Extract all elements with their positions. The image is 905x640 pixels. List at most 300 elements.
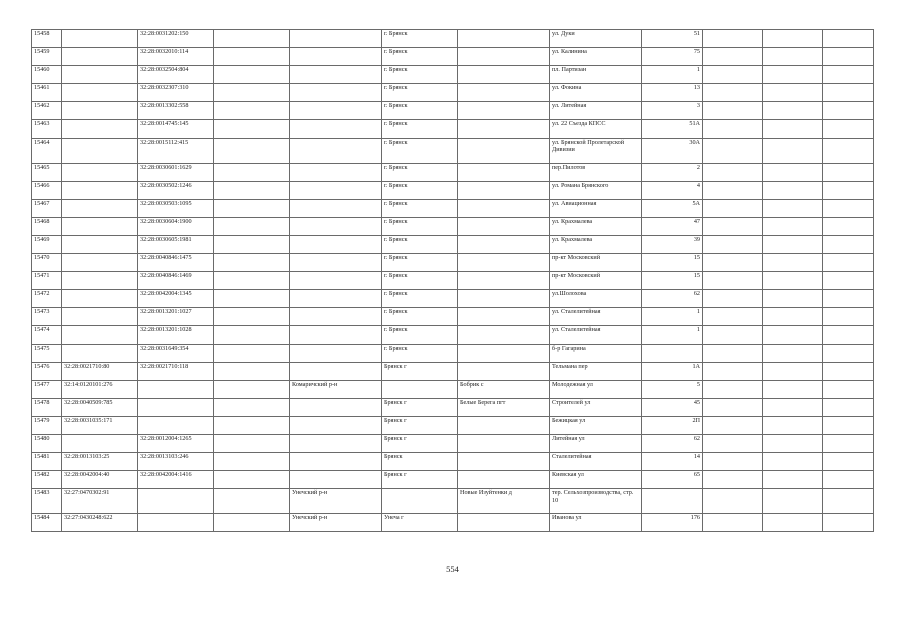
cell-kn: 32:28:0030604:1900 [138, 217, 214, 235]
cell-old-kn [62, 138, 138, 163]
cell-settlement [458, 138, 550, 163]
cell-street: ул. Литейная [550, 102, 642, 120]
cell-empty [823, 181, 874, 199]
cell-empty [763, 217, 823, 235]
table-row [32, 326, 874, 344]
cell-empty [823, 163, 874, 181]
cell-district [290, 434, 382, 452]
cell-empty [703, 163, 763, 181]
cell-id: 15459 [32, 48, 62, 66]
cell-city: Брянск г [382, 416, 458, 434]
cell-kn: 32:28:0030601:1629 [138, 163, 214, 181]
cell-empty [763, 84, 823, 102]
cell-settlement [458, 416, 550, 434]
cell-settlement [458, 453, 550, 471]
cell-street: пер.Пилотов [550, 163, 642, 181]
cell-kn: 32:28:0040846:1475 [138, 254, 214, 272]
cell-district [290, 48, 382, 66]
cell-house: 5 [642, 380, 703, 398]
cell-city: г. Брянск [382, 290, 458, 308]
cell-district [290, 308, 382, 326]
cell-c3 [214, 362, 290, 380]
cell-kn [138, 380, 214, 398]
cell-id: 15475 [32, 344, 62, 362]
cell-old-kn: 32:28:0042004:40 [62, 471, 138, 489]
cell-c3 [214, 380, 290, 398]
table-row [32, 102, 874, 120]
table-row [32, 308, 874, 326]
table-row [32, 181, 874, 199]
cell-empty [703, 344, 763, 362]
cell-kn: 32:28:0015112:415 [138, 138, 214, 163]
cell-id: 15484 [32, 514, 62, 532]
cell-district [290, 163, 382, 181]
table-row [32, 471, 874, 489]
cell-c3 [214, 290, 290, 308]
cell-old-kn [62, 434, 138, 452]
cell-house: 47 [642, 217, 703, 235]
cell-settlement [458, 217, 550, 235]
cell-id: 15467 [32, 199, 62, 217]
cell-house: 1 [642, 308, 703, 326]
cell-kn: 32:28:0042004:1345 [138, 290, 214, 308]
cell-id: 15462 [32, 102, 62, 120]
cell-street: Молодежная ул [550, 380, 642, 398]
cell-old-kn [62, 344, 138, 362]
cell-c3 [214, 48, 290, 66]
cell-street: ул. 22 Съезда КПСС [550, 120, 642, 138]
cell-empty [823, 398, 874, 416]
cell-street: Сталелитейная [550, 453, 642, 471]
cell-old-kn [62, 163, 138, 181]
cell-old-kn [62, 254, 138, 272]
table-row [32, 120, 874, 138]
table-row [32, 416, 874, 434]
cell-c3 [214, 272, 290, 290]
cell-city: г. Брянск [382, 30, 458, 48]
cell-house: 75 [642, 48, 703, 66]
cell-city: г. Брянск [382, 120, 458, 138]
cell-empty [823, 217, 874, 235]
cell-house: 15 [642, 272, 703, 290]
cell-settlement: Новые Изуйтенки д [458, 489, 550, 514]
cell-settlement [458, 120, 550, 138]
cell-empty [703, 102, 763, 120]
cell-empty [703, 514, 763, 532]
cell-district [290, 102, 382, 120]
cell-settlement [458, 290, 550, 308]
cell-street: б-р Гагарина [550, 344, 642, 362]
cell-empty [763, 453, 823, 471]
cell-kn [138, 514, 214, 532]
cell-empty [823, 84, 874, 102]
cell-settlement [458, 471, 550, 489]
cell-id: 15460 [32, 66, 62, 84]
cell-street: ул. Крахмалева [550, 217, 642, 235]
cell-id: 15479 [32, 416, 62, 434]
cell-kn: 32:28:0021710:118 [138, 362, 214, 380]
cell-city: Унеча г [382, 514, 458, 532]
table-row [32, 344, 874, 362]
cell-empty [823, 489, 874, 514]
table-row [32, 217, 874, 235]
cell-kn: 32:28:0040846:1469 [138, 272, 214, 290]
cell-empty [703, 398, 763, 416]
cell-settlement: Бобрик с [458, 380, 550, 398]
cell-old-kn: 32:28:0021710:80 [62, 362, 138, 380]
cell-district [290, 199, 382, 217]
cell-old-kn [62, 217, 138, 235]
table-row [32, 290, 874, 308]
cell-old-kn [62, 308, 138, 326]
cell-empty [703, 217, 763, 235]
cell-house: 51 [642, 30, 703, 48]
cell-id: 15458 [32, 30, 62, 48]
table-row [32, 48, 874, 66]
cell-street: тер. Сельхозпроизводства, стр. 10 [550, 489, 642, 514]
table-row [32, 138, 874, 163]
cell-district [290, 290, 382, 308]
cell-c3 [214, 471, 290, 489]
cell-empty [763, 254, 823, 272]
table-row [32, 84, 874, 102]
cell-kn: 32:28:0013103:246 [138, 453, 214, 471]
cell-c3 [214, 181, 290, 199]
cell-old-kn [62, 199, 138, 217]
cell-house: 2 [642, 163, 703, 181]
cell-house: 65 [642, 471, 703, 489]
cell-empty [823, 120, 874, 138]
cell-kn: 32:28:0031202:150 [138, 30, 214, 48]
cell-empty [763, 30, 823, 48]
cell-old-kn [62, 48, 138, 66]
cell-city [382, 380, 458, 398]
cell-settlement [458, 48, 550, 66]
cell-empty [823, 138, 874, 163]
cell-empty [763, 120, 823, 138]
cell-house: 45 [642, 398, 703, 416]
cell-c3 [214, 163, 290, 181]
cell-old-kn [62, 181, 138, 199]
cell-empty [763, 326, 823, 344]
cell-old-kn [62, 102, 138, 120]
cell-street: ул. Авиационная [550, 199, 642, 217]
cell-house: 176 [642, 514, 703, 532]
table-row [32, 398, 874, 416]
cell-empty [703, 326, 763, 344]
cell-id: 15470 [32, 254, 62, 272]
cell-old-kn: 32:28:0031035:171 [62, 416, 138, 434]
cell-old-kn: 32:14:0120101:276 [62, 380, 138, 398]
cell-empty [763, 199, 823, 217]
cell-empty [823, 102, 874, 120]
table-row [32, 514, 874, 532]
table-row [32, 272, 874, 290]
cell-empty [763, 48, 823, 66]
cell-c3 [214, 398, 290, 416]
cell-kn: 32:28:0014745:145 [138, 120, 214, 138]
cell-id: 15471 [32, 272, 62, 290]
cell-empty [823, 66, 874, 84]
cell-empty [703, 290, 763, 308]
cell-empty [763, 398, 823, 416]
cell-house: 13 [642, 84, 703, 102]
cell-old-kn [62, 84, 138, 102]
cell-street: Тельмана пер [550, 362, 642, 380]
cell-kn: 32:28:0031649:354 [138, 344, 214, 362]
cell-settlement: Белые Берега пгт [458, 398, 550, 416]
cell-id: 15483 [32, 489, 62, 514]
cell-empty [763, 102, 823, 120]
cell-empty [703, 308, 763, 326]
table-row [32, 199, 874, 217]
cell-settlement [458, 181, 550, 199]
cell-street: Строителей ул [550, 398, 642, 416]
cell-c3 [214, 217, 290, 235]
cell-empty [763, 308, 823, 326]
cell-kn: 32:28:0032504:804 [138, 66, 214, 84]
cell-street: ул.Шолохова [550, 290, 642, 308]
cell-c3 [214, 66, 290, 84]
cell-empty [763, 163, 823, 181]
cell-house: 1А [642, 362, 703, 380]
cell-city: Брянск г [382, 362, 458, 380]
cell-city: г. Брянск [382, 138, 458, 163]
cell-street: пл. Партизан [550, 66, 642, 84]
cell-street: Бежицкая ул [550, 416, 642, 434]
table-row [32, 254, 874, 272]
cell-c3 [214, 120, 290, 138]
cell-district [290, 453, 382, 471]
cell-old-kn [62, 235, 138, 253]
cell-empty [763, 514, 823, 532]
cell-empty [823, 514, 874, 532]
cell-settlement [458, 362, 550, 380]
cell-empty [703, 380, 763, 398]
cell-street: пр-кт Московский [550, 254, 642, 272]
cell-empty [763, 290, 823, 308]
cell-empty [763, 434, 823, 452]
cell-kn: 32:28:0030503:1095 [138, 199, 214, 217]
cell-empty [823, 362, 874, 380]
cell-city: г. Брянск [382, 326, 458, 344]
cell-settlement [458, 254, 550, 272]
cell-empty [763, 66, 823, 84]
cell-c3 [214, 30, 290, 48]
cell-house: 4 [642, 181, 703, 199]
cell-district [290, 398, 382, 416]
cell-settlement [458, 514, 550, 532]
cell-city: Брянск г [382, 398, 458, 416]
cell-empty [703, 48, 763, 66]
table-row [32, 489, 874, 514]
cell-empty [823, 453, 874, 471]
cell-old-kn [62, 120, 138, 138]
cell-house: 3 [642, 102, 703, 120]
cell-street: ул. Крахмалева [550, 235, 642, 253]
cell-c3 [214, 102, 290, 120]
cell-empty [703, 84, 763, 102]
cell-house: 1 [642, 66, 703, 84]
cell-old-kn [62, 326, 138, 344]
cell-empty [823, 416, 874, 434]
cell-city: г. Брянск [382, 181, 458, 199]
cell-kn [138, 489, 214, 514]
cell-street: ул. Дуки [550, 30, 642, 48]
cell-id: 15478 [32, 398, 62, 416]
cell-district: Комаричский р-н [290, 380, 382, 398]
cell-house: 62 [642, 290, 703, 308]
cell-city: г. Брянск [382, 48, 458, 66]
cell-street: ул. Калинина [550, 48, 642, 66]
cell-district [290, 416, 382, 434]
table-body [32, 30, 874, 532]
cell-city: г. Брянск [382, 272, 458, 290]
cell-empty [703, 254, 763, 272]
cell-district [290, 66, 382, 84]
cell-empty [823, 290, 874, 308]
cell-empty [823, 380, 874, 398]
cell-id: 15464 [32, 138, 62, 163]
cell-empty [703, 471, 763, 489]
cell-city [382, 489, 458, 514]
cell-district [290, 217, 382, 235]
cell-kn: 32:28:0013302:558 [138, 102, 214, 120]
cell-empty [703, 181, 763, 199]
cell-city: Брянск г [382, 434, 458, 452]
cell-old-kn: 32:28:0040509:785 [62, 398, 138, 416]
cell-kn: 32:28:0013201:1028 [138, 326, 214, 344]
cell-house: 15 [642, 254, 703, 272]
cell-empty [763, 138, 823, 163]
cell-old-kn: 32:28:0013103:25 [62, 453, 138, 471]
cell-settlement [458, 66, 550, 84]
cell-empty [763, 362, 823, 380]
cell-empty [763, 181, 823, 199]
cell-district: Унечский р-н [290, 514, 382, 532]
cell-district [290, 235, 382, 253]
cell-street: пр-кт Московский [550, 272, 642, 290]
cell-id: 15474 [32, 326, 62, 344]
cell-settlement [458, 163, 550, 181]
cell-district [290, 344, 382, 362]
cell-kn: 32:28:0012004:1265 [138, 434, 214, 452]
cell-empty [823, 471, 874, 489]
cell-district [290, 326, 382, 344]
cell-city: г. Брянск [382, 217, 458, 235]
cell-empty [763, 489, 823, 514]
cell-house: 51А [642, 120, 703, 138]
cell-c3 [214, 84, 290, 102]
cell-empty [703, 120, 763, 138]
cell-empty [703, 66, 763, 84]
cell-old-kn [62, 30, 138, 48]
cell-city: Брянск [382, 453, 458, 471]
cell-empty [823, 254, 874, 272]
cell-c3 [214, 514, 290, 532]
cell-kn: 32:28:0032010:114 [138, 48, 214, 66]
cell-house: 14 [642, 453, 703, 471]
cell-empty [703, 272, 763, 290]
cell-city: г. Брянск [382, 102, 458, 120]
cell-c3 [214, 199, 290, 217]
cell-street: Иванова ул [550, 514, 642, 532]
cell-street: ул. Сталелитейная [550, 326, 642, 344]
cell-empty [763, 235, 823, 253]
cell-district [290, 471, 382, 489]
cell-id: 15466 [32, 181, 62, 199]
cell-kn: 32:28:0030605:1981 [138, 235, 214, 253]
cell-city: г. Брянск [382, 163, 458, 181]
table-row [32, 380, 874, 398]
cell-id: 15465 [32, 163, 62, 181]
cell-house: 5А [642, 199, 703, 217]
cell-c3 [214, 138, 290, 163]
cell-settlement [458, 84, 550, 102]
cell-empty [703, 434, 763, 452]
cell-id: 15481 [32, 453, 62, 471]
cell-city: г. Брянск [382, 235, 458, 253]
cell-settlement [458, 434, 550, 452]
cell-c3 [214, 434, 290, 452]
cell-settlement [458, 326, 550, 344]
cell-old-kn [62, 272, 138, 290]
cell-empty [703, 235, 763, 253]
cell-street: Киевская ул [550, 471, 642, 489]
cell-c3 [214, 254, 290, 272]
cell-kn [138, 416, 214, 434]
cell-district: Унечский р-н [290, 489, 382, 514]
table-row [32, 163, 874, 181]
cell-district [290, 181, 382, 199]
cell-c3 [214, 344, 290, 362]
cell-settlement [458, 344, 550, 362]
cell-empty [823, 272, 874, 290]
cell-empty [703, 362, 763, 380]
cell-empty [823, 308, 874, 326]
cell-empty [823, 344, 874, 362]
cell-empty [703, 30, 763, 48]
cell-street: ул. Сталелитейная [550, 308, 642, 326]
cell-empty [823, 434, 874, 452]
registry-table [31, 29, 874, 532]
cell-settlement [458, 102, 550, 120]
cell-old-kn [62, 66, 138, 84]
cell-house: 62 [642, 434, 703, 452]
page-number: 554 [446, 564, 459, 574]
cell-city: г. Брянск [382, 66, 458, 84]
cell-empty [823, 30, 874, 48]
cell-settlement [458, 199, 550, 217]
cell-kn: 32:28:0032307:310 [138, 84, 214, 102]
cell-kn: 32:28:0013201:1027 [138, 308, 214, 326]
cell-district [290, 30, 382, 48]
cell-empty [763, 416, 823, 434]
cell-settlement [458, 308, 550, 326]
table-row [32, 30, 874, 48]
cell-old-kn: 32:27:0470302:91 [62, 489, 138, 514]
cell-id: 15477 [32, 380, 62, 398]
cell-city: г. Брянск [382, 84, 458, 102]
cell-house: 1 [642, 326, 703, 344]
cell-empty [703, 138, 763, 163]
cell-id: 15480 [32, 434, 62, 452]
cell-empty [823, 199, 874, 217]
cell-house [642, 344, 703, 362]
table-row [32, 434, 874, 452]
cell-district [290, 362, 382, 380]
cell-city: г. Брянск [382, 254, 458, 272]
